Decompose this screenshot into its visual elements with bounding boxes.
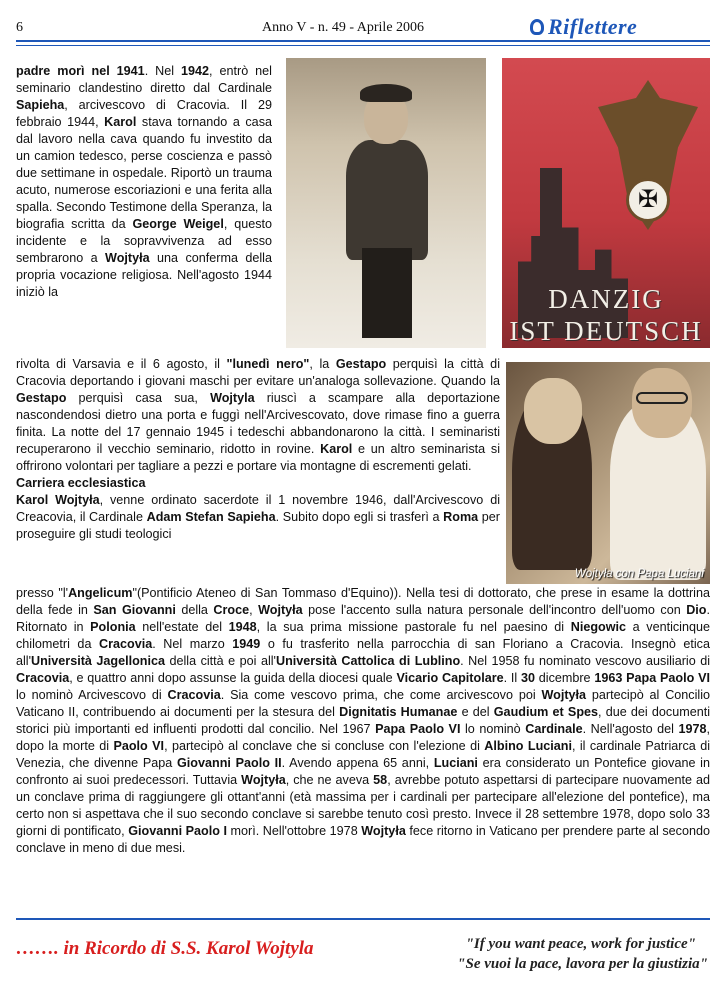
photo-wojtyla-luciani — [506, 362, 710, 584]
section-heading: Carriera ecclesiastica — [16, 476, 146, 490]
photo-young-wojtyla — [286, 58, 486, 348]
page-number: 6 — [16, 20, 23, 35]
article-block-middle — [16, 356, 500, 543]
poster-text-line1: DANZIG — [548, 284, 664, 314]
person-figure-icon — [336, 78, 436, 340]
article-block-bottom: presso "l'Angelicum"(Pontificio Ateneo di San Tommaso d'Equino)). Nella tesi di dottorato, che prese in esame la dottrina della fede in San Giovanni della Croce, Wojtyła pose l'accento sulla natura personale dell'incontro dell'uomo con Dio. Ritornato in Polonia nell'estate del 1948, la sua prima missione pastorale fu nel paesino di Niegowic a venticinque chilometri da Cracovia. Nel marzo 1949 o fu trasferito nella parrocchia di san Floriano a Cracovia. Insegnò etica all'Università Jagellonica della città e poi all'Università Cattolica di Lublino. Nel 1958 fu nominato vescovo ausiliario di Cracovia, e quattro anni dopo assunse la guida della diocesi quale Vicario Capitolare. Il 30 dicembre 1963 Papa Paolo VI lo nominò Arcivescovo di Cracovia. Sia come vescovo prima, che come arcivescovo poi Wojtyła partecipò al Concilio Vaticano II, contribuendo ai documenti per la stesura del Dignitatis Humanae e del Gaudium et Spes, due dei documenti storici più importanti ed influenti prodotti dal concilio. Nel 1967 Papa Paolo VI lo nominò Cardinale. Nell'agosto del 1978, dopo la morte di Paolo VI, partecipò al conclave che si concluse con l'elezione di Albino Luciani, il cardinale Patriarca di Venezia, che divenne Papa Giovanni Paolo II. Avendo appena 65 anni, Luciani era considerato un Pontefice giovane in confronto ai suoi predecessori. Tuttavia Wojtyła, che ne aveva 58, avrebbe potuto aspettarsi di partecipare nuovamente ad un conclave prima di raggiungere gli ottant'anni (età massima per i cardinali per partecipare all'elezione del pontefice), ma certo non si aspettava che il suo secondo conclave si sarebbe tenuto così presto. Invece il 28 settembre 1978, dopo solo 33 giorni di pontificato, Giovanni Paolo I morì. Nell'ottobre 1978 Wojtyła fece ritorno in Vaticano per prendere parte al secondo conclave in meno di due mesi. — [16, 586, 711, 855]
photo-caption: Wojtyła con Papa Luciani — [574, 568, 704, 580]
glasses-icon — [636, 392, 688, 404]
footer-quote-it: "Se vuoi la pace, lavora per la giustizia" — [457, 956, 708, 972]
magazine-logo — [530, 14, 637, 40]
poster-text-line2: IST DEUTSCH — [509, 316, 703, 346]
article-column-top: padre morì nel 1941. Nel 1942, entrò nel seminario clandestino diretto dal Cardinale Sapieha, arcivescovo di Cracovia. Il 29 febbraio 1944, Karol stava tornando a casa dal lavoro nella cava quando fu investito da un camion tedesco, perse coscienza e passò due settimane in ospedale. Riportò un trauma acuto, numerose escoriazioni e una ferita alla spalla. Secondo Testimone della Speranza, la biografia scritta da George Weigel, questo incidente e la sopravvivenza ad esso sembrarono a Wojtyła una conferma della propria vocazione religiosa. Nell'agosto 1944 iniziò la — [16, 64, 273, 299]
paragraph-career: Karol Wojtyła, venne ordinato sacerdote il 1 novembre 1946, dall'Arcivescovo di Creacovia, il Cardinale Adam Stefan Sapieha. Subito dopo egli si trasferì a Roma per proseguire gli studi teologici — [16, 493, 501, 541]
footer-quote-en: "If you want peace, work for justice" — [465, 936, 696, 952]
header-rule — [16, 40, 710, 42]
emblem-circle-icon: ✠ — [626, 178, 670, 222]
footer-rule — [16, 918, 710, 920]
poster-danzig — [502, 58, 710, 348]
logo-text: Riflettere — [548, 14, 638, 39]
logo-mark-icon — [530, 19, 544, 35]
header-rule-thin — [16, 45, 710, 46]
paragraph-gestapo: rivolta di Varsavia e il 6 agosto, il "lunedì nero", la Gestapo perquisì la città di Cracovia deportando i giovani maschi per evitare un'analoga sollevazione. Quando la Gestapo perquisì casa sua, Wojtyla riuscì a scampare alla deportazione nascondendosi dietro una porta e fuggì nell'Arcivescovato, dove rimase fino a guerra finita. La notte del 17 gennaio 1945 i tedeschi abbandonarono la città. I seminaristi recuperarono il vecchio seminario, ridotto in rovine. Karol e un altro seminarista si offrirono volontari per tagliare a pezzi e portare via montagne di escrementi gelati. — [16, 357, 500, 473]
footer-memorial: ……. in Ricordo di S.S. Karol Wojtyla — [16, 938, 314, 959]
issue-info: Anno V - n. 49 - Aprile 2006 — [262, 20, 425, 35]
